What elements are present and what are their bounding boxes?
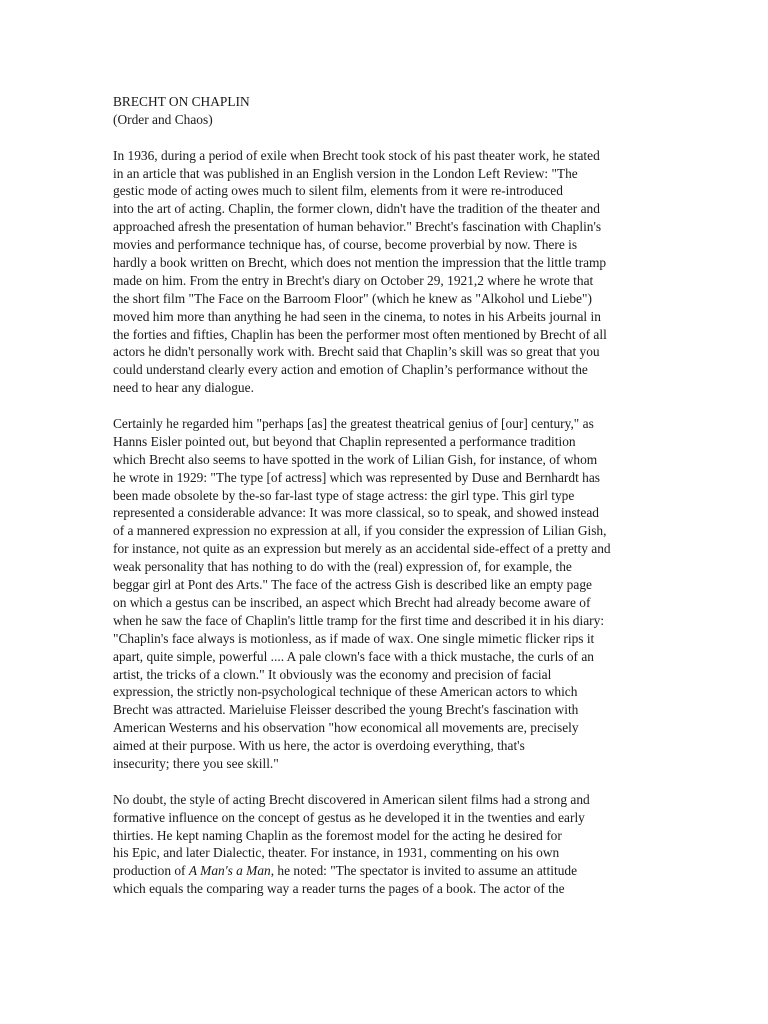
paragraph-3 xyxy=(113,791,683,898)
text-line: of a mannered expression no expression at all, if you consider the expression of Lilian Gish, xyxy=(113,523,607,539)
text-line: formative influence on the concept of gestus as he developed it in the twenties and early xyxy=(113,809,585,825)
text-line: thirties. He kept naming Chaplin as the foremost model for the acting he desired for xyxy=(113,827,562,843)
text-line: on which a gestus can be inscribed, an aspect which Brecht had already become aware of xyxy=(113,594,591,610)
text-line: aimed at their purpose. With us here, the actor is overdoing everything, that's xyxy=(113,738,525,754)
text-line: when he saw the face of Chaplin's little tramp for the first time and described it in his diary: xyxy=(113,612,605,628)
text-line: apart, quite simple, powerful .... A pale clown's face with a thick mustache, the curls of an xyxy=(113,648,594,664)
text-line: Hanns Eisler pointed out, but beyond that Chaplin represented a performance tradition xyxy=(113,433,576,449)
text-line: for instance, not quite as an expression but merely as an accidental side-effect of a pretty and xyxy=(113,541,611,557)
text-line: his Epic, and later Dialectic, theater. For instance, in 1931, commenting on his own xyxy=(113,845,560,861)
title-block xyxy=(113,93,683,129)
text-line: into the art of acting. Chaplin, the former clown, didn't have the tradition of the theater and xyxy=(113,201,600,217)
text-line: American Westerns and his observation "how economical all movements are, precisely xyxy=(113,720,579,736)
text-segment: production of xyxy=(113,863,189,879)
italic-play-title: A Man's a Man xyxy=(188,863,271,879)
text-line: moved him more than anything he had seen in the cinema, to notes in his Arbeits journal in xyxy=(113,308,601,324)
text-line: the forties and fifties, Chaplin has been the performer most often mentioned by Brecht of all xyxy=(113,326,607,342)
text-line: No doubt, the style of acting Brecht discovered in American silent films had a strong and xyxy=(113,791,590,807)
document-body xyxy=(113,93,683,898)
text-line: the short film "The Face on the Barroom Floor" (which he knew as "Alkohol und Liebe") xyxy=(113,290,592,306)
text-line: artist, the tricks of a clown." It obviously was the economy and precision of facial xyxy=(113,666,552,682)
text-line: represented a considerable advance: It was more classical, so to speak, and showed instead xyxy=(113,505,599,521)
text-line: actors he didn't personally work with. Brecht said that Chaplin’s skill was so great that you xyxy=(113,344,600,360)
text-line: expression, the strictly non-psychological technique of these American actors to which xyxy=(113,684,578,700)
paragraph-2 xyxy=(113,415,683,773)
text-segment: , he noted: "The spectator is invited to assume an attitude xyxy=(270,863,578,879)
text-line: gestic mode of acting owes much to silent film, elements from it were re-introduced xyxy=(113,183,563,199)
paragraph-gap xyxy=(113,397,683,415)
text-line: need to hear any dialogue. xyxy=(113,380,254,396)
text-line: Certainly he regarded him "perhaps [as] the greatest theatrical genius of [our] century," as xyxy=(113,416,594,432)
text-line: beggar girl at Pont des Arts." The face of the actress Gish is described like an empty page xyxy=(113,577,592,593)
text-line: could understand clearly every action and emotion of Chaplin’s performance without the xyxy=(113,362,588,378)
text-line: movies and performance technique has, of course, become proverbial by now. There is xyxy=(113,237,578,253)
text-line: approached afresh the presentation of human behavior." Brecht's fascination with Chaplin's xyxy=(113,219,602,235)
text-line: "Chaplin's face always is motionless, as if made of wax. One single mimetic flicker rips it xyxy=(113,630,595,646)
text-line: In 1936, during a period of exile when Brecht took stock of his past theater work, he stated xyxy=(113,147,600,163)
paragraph-gap xyxy=(113,129,683,147)
text-line: insecurity; there you see skill." xyxy=(113,755,279,771)
text-line: which equals the comparing way a reader turns the pages of a book. The actor of the xyxy=(113,881,565,897)
text-line: made on him. From the entry in Brecht's diary on October 29, 1921,2 where he wrote that xyxy=(113,272,594,288)
document-title: BRECHT ON CHAPLIN xyxy=(113,94,250,109)
text-line: Brecht was attracted. Marieluise Fleisser described the young Brecht's fascination with xyxy=(113,702,579,718)
text-line: hardly a book written on Brecht, which does not mention the impression that the little tramp xyxy=(113,255,607,271)
text-line: in an article that was published in an English version in the London Left Review: "The xyxy=(113,165,578,181)
text-line: he wrote in 1929: "The type [of actress] which was represented by Duse and Bernhardt has xyxy=(113,469,600,485)
text-line: weak personality that has nothing to do with the (real) expression of, for example, the xyxy=(113,559,572,575)
text-line: which Brecht also seems to have spotted in the work of Lilian Gish, for instance, of whom xyxy=(113,451,598,467)
paragraph-gap xyxy=(113,773,683,791)
text-line-with-italic-title xyxy=(113,862,683,880)
text-line: been made obsolete by the-so far-last type of stage actress: the girl type. This girl type xyxy=(113,487,575,503)
document-subtitle: (Order and Chaos) xyxy=(113,111,213,127)
paragraph-1 xyxy=(113,147,683,397)
